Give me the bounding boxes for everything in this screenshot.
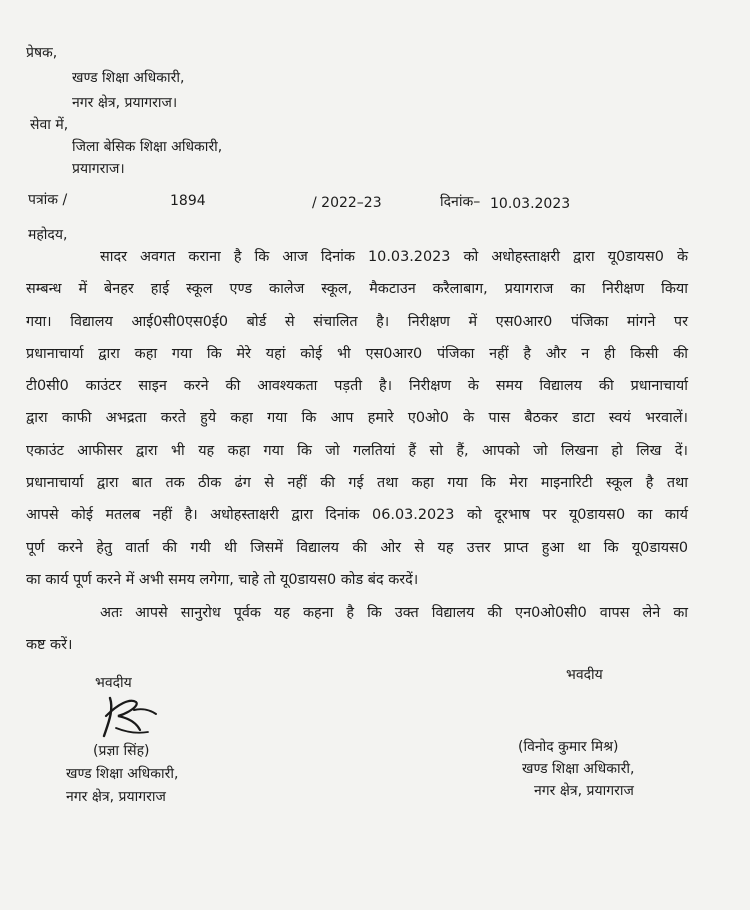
right-signatory-designation: खण्ड शिक्षा अधिकारी, <box>522 761 635 777</box>
body-line: पूर्ण करने हेतु वार्ता की गयी थी जिसमें विद्यालय की ओर से यह उत्तर प्राप्त हुआ था कि यू0डायस0 <box>26 539 688 556</box>
right-signatory-name: (विनोद कुमार मिश्र) <box>518 739 619 755</box>
body-line: प्रधानाचार्या द्वारा बात तक ठीक ढंग से नहीं की गई तथा कहा गया कि मेरा माइनारिटी स्कूल है तथा <box>26 475 688 492</box>
left-signatory-designation: खण्ड शिक्षा अधिकारी, <box>66 766 179 782</box>
body-line: टी0सी0 काउंटर साइन करने की आवश्यकता पड़ती है। निरीक्षण के समय विद्यालय की प्रधानाचार्या <box>26 378 688 395</box>
recipient-line-1: जिला बेसिक शिक्षा अधिकारी, <box>72 139 223 155</box>
sender-line-2: नगर क्षेत्र, प्रयागराज। <box>72 95 178 111</box>
reference-label: पत्रांक / <box>28 192 68 208</box>
body-line: द्वारा काफी अभद्रता करते हुये कहा गया कि आप हमारे ए0ओ0 के पास बैठकर डाटा स्वयं भरवालें। <box>26 410 688 427</box>
reference-date: 10.03.2023 <box>490 196 571 212</box>
body-line: सम्बन्ध में बेनहर हाई स्कूल एण्ड कालेज स्कूल, मैकटाउन करैलाबाग, प्रयागराज का निरीक्षण किया <box>26 281 688 298</box>
body-line: का कार्य पूर्ण करने में अभी समय लगेगा, चाहे तो यू0डायस0 कोड बंद करदें। <box>26 571 419 588</box>
left-closing: भवदीय <box>95 675 132 691</box>
body-line: आपसे कोई मतलब नहीं है। अधोहस्ताक्षरी द्वारा दिनांक 06.03.2023 को दूरभाष पर यू0डायस0 का कार्य <box>26 507 688 524</box>
sender-line-1: खण्ड शिक्षा अधिकारी, <box>72 70 185 86</box>
reference-number: 1894 <box>170 193 206 209</box>
letter-body-paragraph-2 <box>26 597 688 662</box>
right-closing: भवदीय <box>566 667 603 683</box>
body-line: सादर अवगत कराना है कि आज दिनांक 10.03.2023 को अधोहस्ताक्षरी द्वारा यू0डायस0 के <box>100 249 688 265</box>
right-signatory-location: नगर क्षेत्र, प्रयागराज <box>534 783 634 799</box>
reference-year: / 2022–23 <box>312 195 382 211</box>
sender-label: प्रेषक, <box>26 45 58 61</box>
reference-date-label: दिनांक– <box>440 194 481 210</box>
body-line: गया। विद्यालय आई0सी0एस0ई0 बोर्ड से संचालित है। निरीक्षण में एस0आर0 पंजिका मांगने पर <box>26 313 688 330</box>
letter-body-paragraph-1 <box>26 241 688 596</box>
body-line: कष्ट करें। <box>26 637 73 654</box>
handwritten-signature <box>96 692 166 740</box>
body-line: प्रधानाचार्या द्वारा कहा गया कि मेरे यहां कोई भी एस0आर0 पंजिका नहीं है और न ही किसी की <box>26 345 688 362</box>
salutation: महोदय, <box>28 227 68 243</box>
recipient-line-2: प्रयागराज। <box>72 161 125 177</box>
body-line: अतः आपसे सानुरोध पूर्वक यह कहना है कि उक्त विद्यालय की एन0ओ0सी0 वापस लेने का <box>100 605 688 621</box>
body-line: एकाउंट आफीसर द्वारा भी यह कहा गया कि जो गलतियां हैं सो हैं, आपको जो लिखना हो लिख दें। <box>26 442 688 459</box>
left-signatory-location: नगर क्षेत्र, प्रयागराज <box>66 789 166 805</box>
recipient-label: सेवा में, <box>30 117 69 133</box>
left-signatory-name: (प्रज्ञा सिंह) <box>93 743 150 759</box>
